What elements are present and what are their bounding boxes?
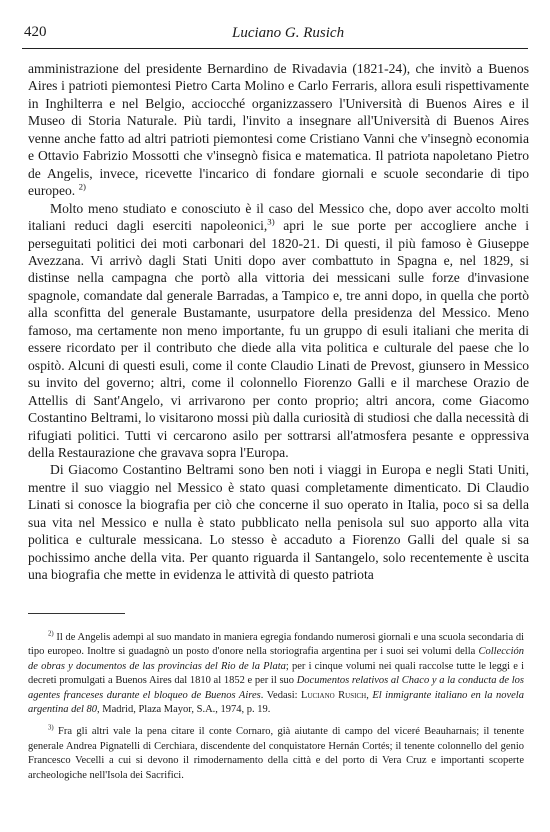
footnotes xyxy=(28,631,524,791)
footnote-rule xyxy=(28,613,125,614)
footnote-3-text: Fra gli altri vale la pena citare il conte Cornaro, già aiutante di campo del viceré Beauharnais; il tenente generale Andrea Pignatelli di Cerchiara, discendente del conquistatore Hernán Cortés; il tenente colonnello del genio Francesco Vecelli a cui si devono il rimodernamento della città e del porto di Vera Cruz e importanti scoperte archeologiche nell'Isola dei Sacrifici. xyxy=(28,726,524,781)
footnote-2-author: Luciano Rusich xyxy=(301,689,367,701)
paragraph-3: Di Giacomo Costantino Beltrami sono ben noti i viaggi in Europa e negli Stati Uniti, mentre il suo viaggio nel Messico è stato quasi completamente dimenticato. Di Claudio Linati si conosce la biografia per ciò che concerne il suo operato in Italia, poco si sa della sua vita nel Messico e nulla è stato pubblicato nella penisola sul suo apporto alla vita politica e culturale messicana. Lo stesso è accaduto a Fiorenzo Galli del quale si sa pochissimo anche della vita. Per quanto riguarda il Santangelo, solo recentemente è uscita una biografia che mette in evidenza le attività di questo patriota xyxy=(28,462,529,583)
footnote-2-text-d: , xyxy=(366,689,373,701)
paragraph-2 xyxy=(28,200,529,462)
footnote-3 xyxy=(28,725,524,783)
page-number: 420 xyxy=(24,24,47,40)
footnote-ref-3[interactable]: 3) xyxy=(267,216,275,227)
footnote-2-marker: 2) xyxy=(48,630,54,638)
paragraph-2-text-b: apri le sue porte per accogliere anche i perseguitati politici dei moti carbonari del 1820-21. Di questi, il più famoso è Giuseppe Avezzana. Vi arrivò dagli Stati Uniti dopo aver combattuto in Spagna e, nel 1829, si distinse nella campagna che portò alla vittoria dei messicani sulle forze d'invasione spagnole, comandate dal generale Barradas, a Tampico e, tre anni dopo, in quella che portò alla sconfitta del generale Bustamante, usurpatore della presidenza del Messico. Meno famoso, ma certamente non meno importante, fu un gruppo di esuli italiani che merita di essere ricordato per il contributo che diede alla vita politica e culturale del paese che lo ospitò. Alcuni di questi esuli, come il conte Claudio Linati de Prevost, giunsero in Messico su invito del governo; altri, come il colonnello Fiorenzo Galli e il marchese Orazio de Attellis di Sant'Angelo, vi arrivarono per conto proprio; altri ancora, come Giacomo Costantino Beltrami, lo visitarono mossi più dalla curiosità di studiosi che dalla necessità di rifugiati politici. Tutti vi cercarono asilo per sottrarsi all'atmosfera pesante e oppressiva della Restaurazione che gravava sopra l'Europa. xyxy=(28,218,529,460)
footnote-2-text-a: Il de Angelis adempì al suo mandato in maniera egregia fondando numerosi giornali e una scuola secondaria di tipo europeo. Inoltre si guadagnò un posto d'onore nella storiografia argentina per i suoi sei volumi della xyxy=(28,632,524,658)
footnote-2-title-1: Collección de obras y documentos de las provincias del Rio de la Plata xyxy=(28,646,524,672)
footnote-ref-2[interactable]: 2) xyxy=(78,181,86,192)
paragraph-1 xyxy=(28,60,529,200)
header-rule xyxy=(22,48,528,49)
footnote-3-marker: 3) xyxy=(48,724,54,732)
footnote-2-text-b: ; per i cinque volumi nei quali raccolse tutte le leggi e i decreti promulgati a Buenos Aires dal 1810 al 1852 e per il suo xyxy=(28,660,524,687)
page-header xyxy=(22,24,530,48)
footnote-2 xyxy=(28,631,524,717)
footnote-2-text-e: , Madrid, Plaza Mayor, S.A., 1974, p. 19. xyxy=(97,704,271,716)
running-title: Luciano G. Rusich xyxy=(232,25,345,41)
paragraph-2-text-a: Molto meno studiato e conosciuto è il caso del Messico che, dopo aver accolto molti italiani reduci dagli eserciti napoleonici, xyxy=(28,200,529,234)
footnote-2-title-3: El inmigrante italiano en la novela argentina del 80 xyxy=(28,689,524,716)
main-text xyxy=(28,60,529,584)
footnote-2-title-2: Documentos relativos al Chaco y a la conducta de los agentes franceses durante el bloqueo de Buenos Aires xyxy=(28,675,525,701)
footnote-2-text-c: . Vedasi: xyxy=(260,689,302,701)
paragraph-1-text: amministrazione del presidente Bernardino de Rivadavia (1821-24), che invitò a Buenos Aires i patrioti piemontesi Pietro Carta Molino e Carlo Ferraris, allora esuli rispettivamente in Inghilterra e nel Belgio, acciocché organizzassero l'Università di Buenos Aires e il Museo di Storia Naturale. Più tardi, l'invito a insegnare all'Università di Buenos Aires venne anche fatto ad altri patrioti piemontesi come Cristiano Vanni che v'insegnò economia e Ottavio Fabrizio Mossotti che v'insegnò fisica e matematica. Il patriota napoletano Pietro de Angelis, invece, ricevette l'incarico di fondare giornali e scuole secondarie di tipo europeo. xyxy=(28,61,529,199)
